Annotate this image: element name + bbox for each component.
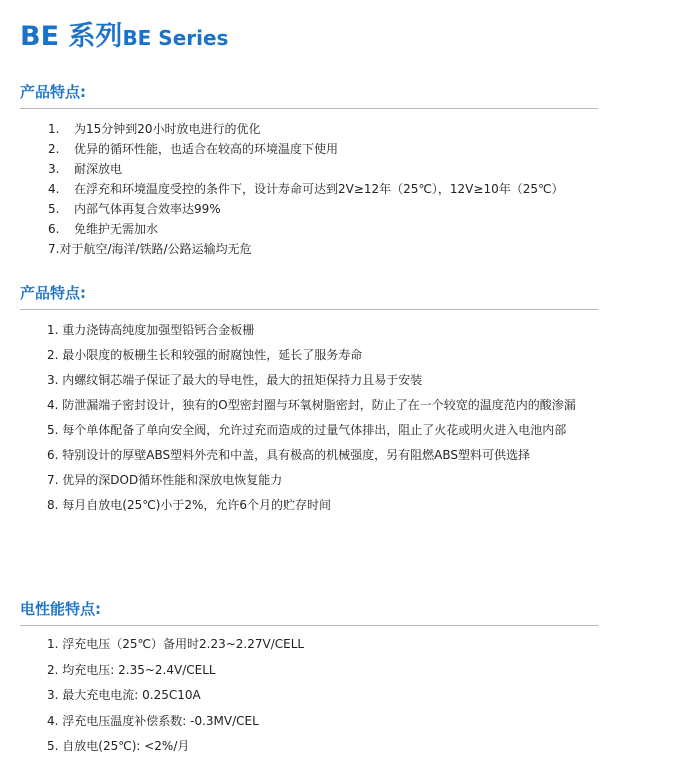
list-item: 2. 最小限度的板栅生长和较强的耐腐蚀性，延长了服务寿命	[47, 348, 363, 362]
section-heading: 产品特点:	[20, 81, 598, 109]
list-item: 6. 特别设计的厚壁ABS塑料外壳和中盖，具有极高的机械强度，另有阻燃ABS塑料可供选择	[47, 448, 530, 462]
features-section-2	[20, 282, 598, 518]
section-heading: 产品特点:	[20, 282, 598, 310]
page-title-main: BE 系列	[20, 21, 123, 52]
list-item: 5. 自放电(25℃): <2%/月	[47, 739, 190, 753]
electrical-section	[20, 598, 598, 760]
list-item: 4. 防泄漏端子密封设计，独有的O型密封圈与环氧树脂密封，防止了在一个较宽的温度范内的酸渗漏	[47, 398, 576, 412]
list-item: 8. 每月自放电(25℃)小于2%，允许6个月的贮存时间	[47, 498, 332, 512]
item-number: 1.	[48, 122, 60, 136]
page-title	[20, 14, 228, 53]
list-item: 1. 浮充电压（25℃）备用时2.23~2.27V/CELL	[47, 637, 305, 651]
section-heading: 电性能特点:	[20, 598, 598, 626]
item-text: 为15分钟到20小时放电进行的优化	[74, 122, 261, 136]
list-item: 3. 最大充电电流: 0.25C10A	[47, 688, 201, 702]
item-number: 7.	[48, 242, 60, 256]
features-section-1	[20, 81, 598, 259]
page-title-sub: BE Series	[122, 26, 229, 50]
list-item: 4. 浮充电压温度补偿系数: -0.3MV/CEL	[47, 713, 259, 728]
item-number: 5.	[48, 202, 60, 216]
list-item	[20, 159, 598, 179]
list-item	[20, 199, 598, 219]
feature-list	[20, 119, 598, 259]
list-item: 1. 重力浇铸高纯度加强型铅钙合金板栅	[47, 323, 255, 337]
list-item	[20, 219, 598, 239]
item-number: 6.	[48, 222, 60, 236]
list-item	[20, 139, 598, 159]
item-text: 在浮充和环境温度受控的条件下，设计寿命可达到2V≥12年（25℃），12V≥10年（25℃）	[74, 182, 564, 196]
item-number: 4.	[48, 182, 60, 196]
list-item	[20, 119, 598, 139]
item-text: 优异的循环性能，也适合在较高的环境温度下使用	[74, 142, 339, 156]
list-item: 2. 均充电压: 2.35~2.4V/CELL	[47, 662, 216, 677]
item-text: 耐深放电	[74, 162, 123, 176]
item-text: 内部气体再复合效率达99%	[74, 202, 221, 216]
list-item: 5. 每个单体配备了单向安全阀，允许过充而造成的过量气体排出，阻止了火花或明火进入电池内部	[47, 423, 567, 437]
list-item: 3. 内螺纹铜芯端子保证了最大的导电性，最大的扭矩保持力且易于安装	[47, 373, 423, 387]
item-text: 对于航空/海洋/铁路/公路运输均无危	[59, 242, 252, 256]
list-item	[20, 179, 598, 199]
spec-list	[20, 632, 598, 760]
item-number: 2.	[48, 142, 60, 156]
item-number: 3.	[48, 162, 60, 176]
list-item	[20, 239, 598, 259]
item-text: 免维护无需加水	[74, 222, 159, 236]
list-item: 7. 优异的深DOD循环性能和深放电恢复能力	[47, 473, 283, 487]
feature-list	[20, 318, 598, 518]
